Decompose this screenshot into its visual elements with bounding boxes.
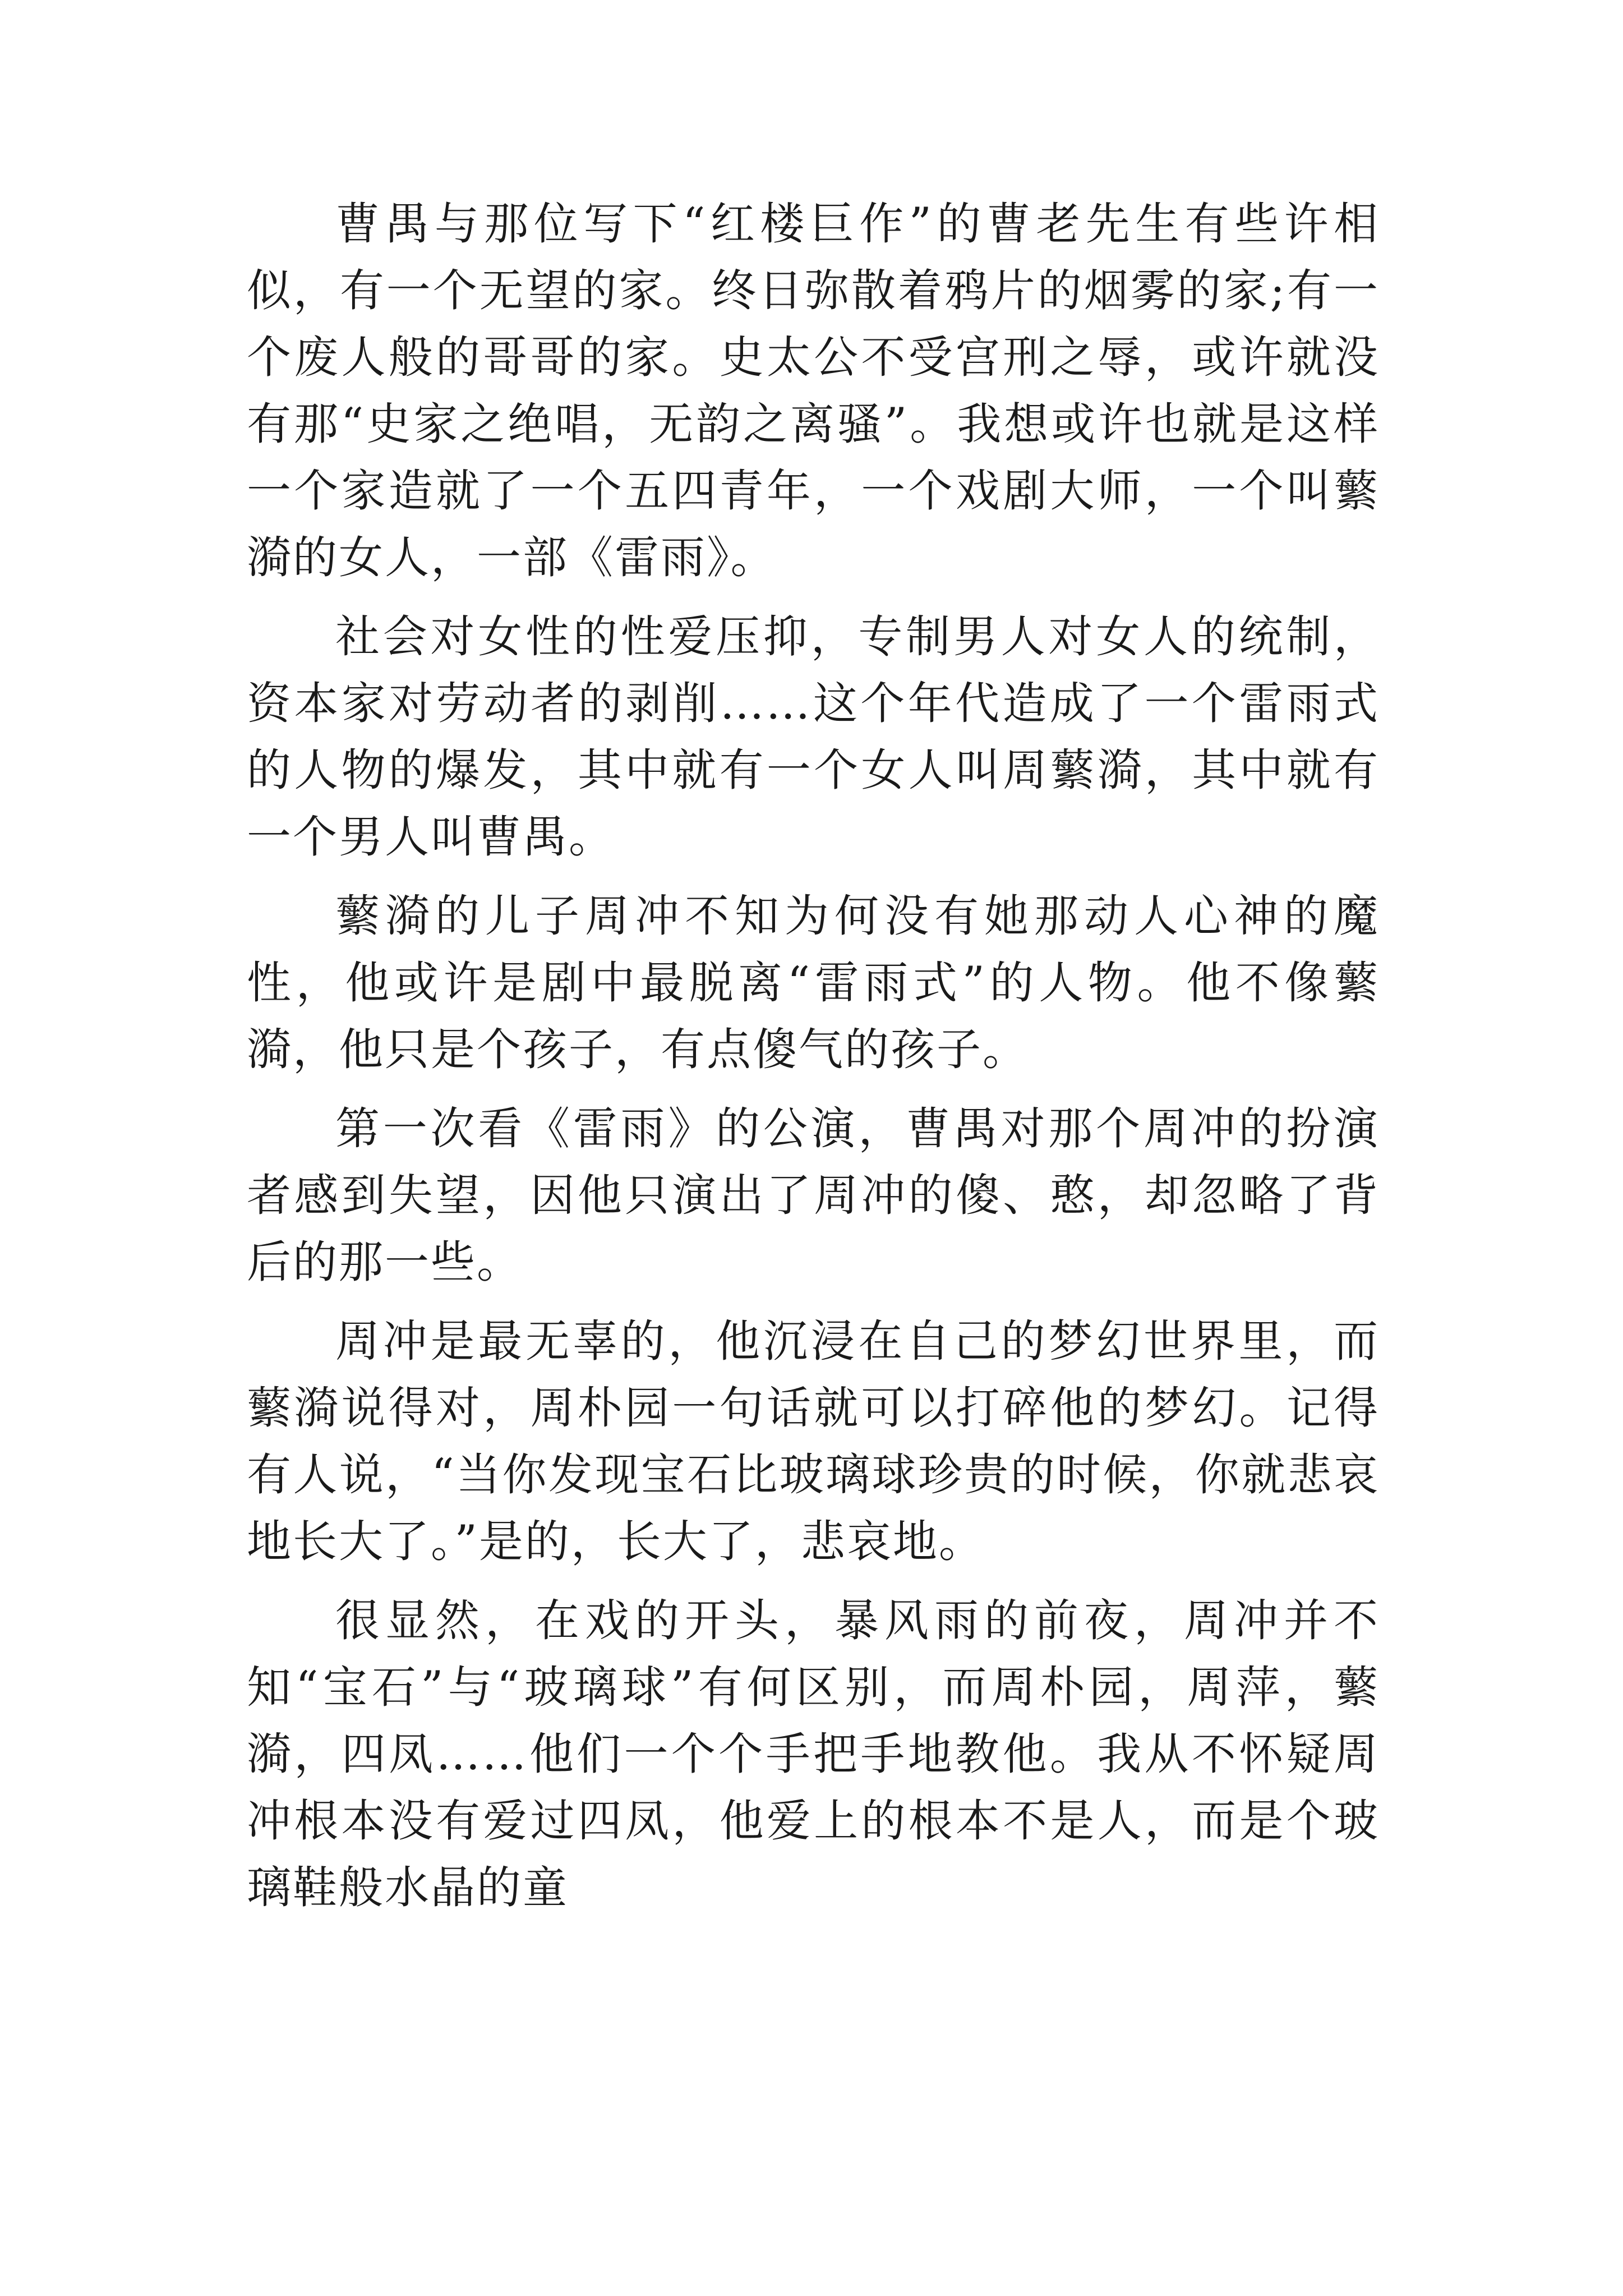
paragraph-1: 曹禺与那位写下“红楼巨作”的曹老先生有些许相似，有一个无望的家。终日弥散着鸦片的烟雾的家;有一个废人般的哥哥的家。史太公不受宫刑之辱，或许就没有那“史家之绝唱，无韵之离骚”。我想或许也就是这样一个家造就了一个五四青年，一个戏剧大师，一个叫蘩漪的女人，一部《雷雨》。 — [247, 198, 1380, 583]
paragraph-4: 第一次看《雷雨》的公演，曹禺对那个周冲的扮演者感到失望，因他只演出了周冲的傻、憨，却忽略了背后的那一些。 — [247, 1103, 1380, 1288]
paragraph-2: 社会对女性的性爱压抑，专制男人对女人的统制，资本家对劳动者的剥削……这个年代造成了一个雷雨式的人物的爆发，其中就有一个女人叫周蘩漪，其中就有一个男人叫曹禺。 — [247, 611, 1380, 863]
paragraph-3: 蘩漪的儿子周冲不知为何没有她那动人心神的魔性，他或许是剧中最脱离“雷雨式”的人物。他不像蘩漪，他只是个孩子，有点傻气的孩子。 — [247, 890, 1380, 1075]
paragraph-5: 周冲是最无辜的，他沉浸在自己的梦幻世界里，而蘩漪说得对，周朴园一句话就可以打碎他的梦幻。记得有人说，“当你发现宝石比玻璃球珍贵的时候，你就悲哀地长大了。”是的，长大了，悲哀地。 — [247, 1315, 1380, 1567]
paragraph-6: 很显然，在戏的开头，暴风雨的前夜，周冲并不知“宝石”与“玻璃球”有何区别，而周朴园，周萍，蘩漪，四凤……他们一个个手把手地教他。我从不怀疑周冲根本没有爱过四凤，他爱上的根本不是人，而是个玻璃鞋般水晶的童 — [247, 1595, 1380, 1913]
document-body — [247, 191, 1380, 1921]
